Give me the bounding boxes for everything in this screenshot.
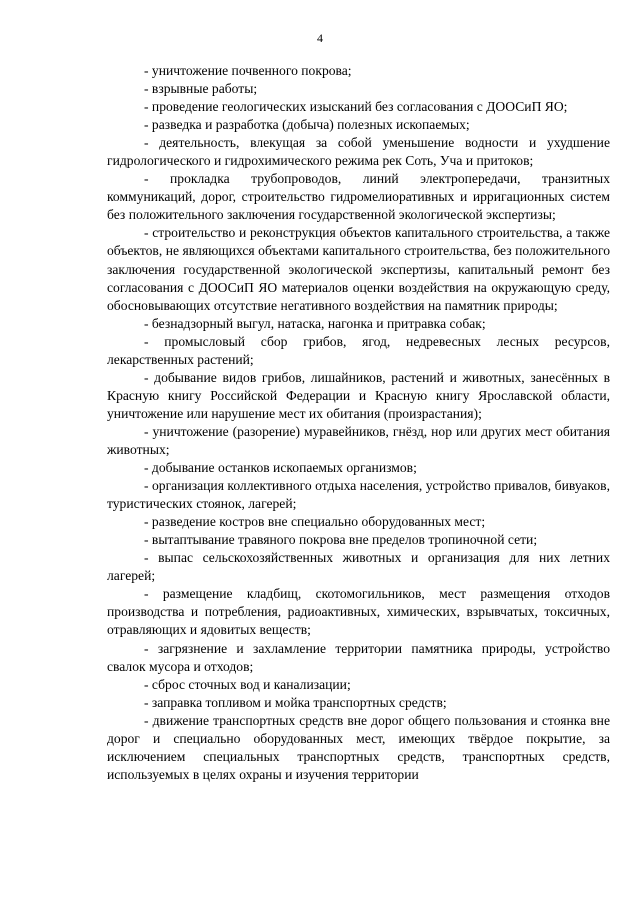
list-item: - добывание останков ископаемых организмов; — [144, 460, 417, 476]
list-item: - проведение геологических изысканий без согласования с ДООСиП ЯО; — [144, 99, 568, 115]
prohibited-activities-list — [107, 62, 610, 784]
list-item: - уничтожение почвенного покрова; — [144, 63, 352, 78]
list-item: - выпас сельскохозяйственных животных и организация для них летних лагерей; — [107, 550, 610, 584]
list-item: - организация коллективного отдыха населения, устройство привалов, бивуаков, туристических стоянок, лагерей; — [107, 478, 610, 512]
list-item: - движение транспортных средств вне дорог общего пользования и стоянка вне дорог и специально оборудованных мест, имеющих твёрдое покрытие, за исключением специальных транспортных средств, транспортных средств, используемых в целях охраны и изучения территории — [107, 712, 610, 782]
list-item: - добывание видов грибов, лишайников, растений и животных, занесённых в Красную книгу Российской Федерации и Красную книгу Ярославской области, уничтожение или нарушение мест их обитания (произрастания); — [107, 369, 610, 421]
list-item: - размещение кладбищ, скотомогильников, мест размещения отходов производства и потребления, радиоактивных, химических, взрывчатых, токсичных, отравляющих и ядовитых веществ; — [107, 586, 610, 638]
list-item: - уничтожение (разорение) муравейников, гнёзд, нор или других мест обитания животных; — [107, 423, 610, 457]
list-item: - прокладка трубопроводов, линий электропередачи, транзитных коммуникаций, дорог, строительство гидромелиоративных и ирригационных систем без положительного заключения государственной экологической экспертизы; — [107, 171, 610, 223]
list-item: - безнадзорный выгул, натаска, нагонка и притравка собак; — [144, 315, 486, 331]
list-item: - сброс сточных вод и канализации; — [144, 676, 351, 692]
list-item: - взрывные работы; — [144, 81, 258, 97]
list-item: - заправка топливом и мойка транспортных средств; — [144, 694, 447, 710]
page-number: 4 — [317, 31, 323, 45]
list-item: - промысловый сбор грибов, ягод, недревесных лесных ресурсов, лекарственных растений; — [107, 333, 610, 367]
list-item: - вытаптывание травяного покрова вне пределов тропиночной сети; — [144, 532, 538, 548]
list-item: - деятельность, влекущая за собой уменьшение водности и ухудшение гидрологического и гидрохимического режима рек Соть, Уча и притоков; — [107, 135, 610, 169]
list-item: - загрязнение и захламление территории памятника природы, устройство свалок мусора и отходов; — [107, 640, 610, 674]
list-item: - строительство и реконструкция объектов капитального строительства, а также объектов, не являющихся объектами капитального строительства, без положительного заключения государственной экологической экспертизы, капитальный ремонт без согласования с ДООСиП ЯО материалов оценки воздействия на окружающую среду, обосновывающих отсутствие негативного воздействия на памятник природы; — [107, 225, 610, 313]
list-item: - разведка и разработка (добыча) полезных ископаемых; — [144, 117, 470, 133]
list-item: - разведение костров вне специально оборудованных мест; — [144, 514, 486, 530]
